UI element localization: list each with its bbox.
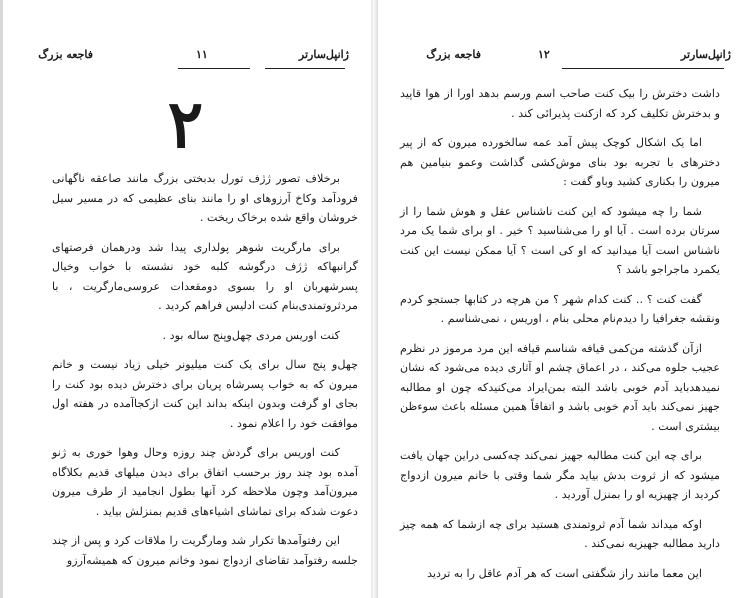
paragraph: کنت اوریس برای گردش چند روزه وحال وهوا خوری به ژنو آمده بود چند روز برحسب اتفاق برای دیدن میلهای قدیم بکلاگاه میرون‌آمد وچون ملاحظه کرد آنها بطول انجامید از طرف میرون دعوت شدکه برای تماشای اشیاءهای قدیم بمنزلش بیاید .: [52, 446, 358, 518]
paragraph: ازآن گذشته من‌کمی قیافه شناسم قیافه این مرد مرموز در نظرم عجیب جلوه می‌کند ، در اعماق چشم او آثاری دیده می‌شود که نشان نمیدهدباید آدم خوبی باشد البته بمن‌ایراد می‌کنیدکه چون او مطالبه جهیز نمی‌کند باید آدم خوبی باشد و اتفاقاً همین مسئله باعث سوءظن بیشتری است .: [400, 341, 720, 433]
right-header-rule: [562, 68, 724, 69]
paragraph: داشت دخترش را بیک کنت صاحب اسم ورسم بدهد اورا از هوا قاپید و بدخترش تکلیف کرد که ازکنت پذیرائی کند .: [400, 87, 720, 120]
paragraph: اوکه میداند شما آدم ثروتمندی هستید برای چه ازشما که همه چیز دارید مطالبه جهیزیه نمی‌کند .: [400, 517, 720, 550]
chapter-number: ۲: [167, 85, 204, 163]
paragraph: شما را چه میشود که این کنت ناشناس عقل و هوش شما را از سرتان برده است . آیا او را می‌شناسید ؟ خیر . او برای شما یک مرد ناشناس است آیا میدانید که او کی است ؟ آیا ممکن نیست این کنت یکمرد ماجراجو باشد ؟: [400, 204, 720, 276]
paragraph: گفت کنت ؟ .. کنت کدام شهر ؟ من هرچه در کتابها جستجو کردم ونقشه جغرافیا را دیدم‌نام محلی بنام ، اوریس ، نمی‌شناسم .: [400, 292, 720, 325]
paragraph: برخلاف تصور ژژف تورل بدبختی بزرگ مانند صاعقه ناگهانی فرودآمد وکاخ آرزوهای او را مانند بنای عظیمی که در مسیر سیل خروشان واقع شده برخاک ریخت .: [52, 172, 358, 224]
paragraph: اما یک اشکال کوچک پیش آمد عمه سالخورده میرون که از پیر دخترهای با تجربه بود بنای موش‌کشی گذاشت وعمو بنیامین هم میرون را بکناری کشید وباو گفت :: [400, 136, 720, 188]
paragraph: این رفتوآمدها تکرار شد ومارگریت را ملاقات کرد و پس از چند جلسه رفتوآمد تقاضای ازدواج نمود وخانم میرون که همیشه‌آرزو: [52, 534, 358, 567]
right-body-text: [400, 84, 720, 583]
right-header-page-number: ۱۲: [538, 48, 550, 61]
paragraph: چهل‌و پنج سال برای یک کنت میلیونر خیلی زیاد نیست و خانم میرون که به خواب پسرشاه پریان برای دخترش دیده بود کنت را بجای او گرفت وبدون اینکه بداند این کنت ازکجاآمده در هفته اول موافقت خود را اعلام نمود .: [52, 358, 358, 430]
left-body-text: [52, 169, 358, 570]
paragraph: برای مارگریت شوهر پولداری پیدا شد ودرهمان فرصتهای گرانبهاکه ژژف درگوشه کلبه خود نشسته با خواب وخیال پسرشهربان او را بسوی دومقعدات عروسی‌مارگریت ، با مردثروتمندی‌بنام کنت ادلیس فراهم کردید .: [52, 240, 358, 312]
left-page: [0, 0, 371, 598]
left-header-author: ژانپل‌سارتر: [298, 48, 349, 61]
left-header-book-title: فاجعه بزرگ: [38, 48, 93, 61]
paragraph: این معما مانند راز شگفتی است که هر آدم عاقل را به تردید: [427, 566, 702, 580]
paragraph: کنت اوریس مردی چهل‌وپنج ساله بود .: [162, 328, 340, 342]
paragraph: برای چه این کنت مطالبه جهیز نمی‌کند چه‌کسی دراین جهان یافت میشود که از ثروت بدش بیاید مگر شما وقتی با خانم میرون ازدواج کردید از چهیزیه او را بمنزل آوردید .: [400, 449, 720, 501]
left-header-rule: [178, 68, 250, 69]
right-page: [378, 0, 753, 598]
right-header-author: ژانپل‌سارتر: [680, 48, 731, 61]
left-header-page-number: ۱۱: [196, 48, 208, 61]
book-gutter: [371, 0, 378, 598]
right-header-book-title: فاجعه بزرگ: [426, 48, 481, 61]
left-header-rule-2: [265, 68, 345, 69]
